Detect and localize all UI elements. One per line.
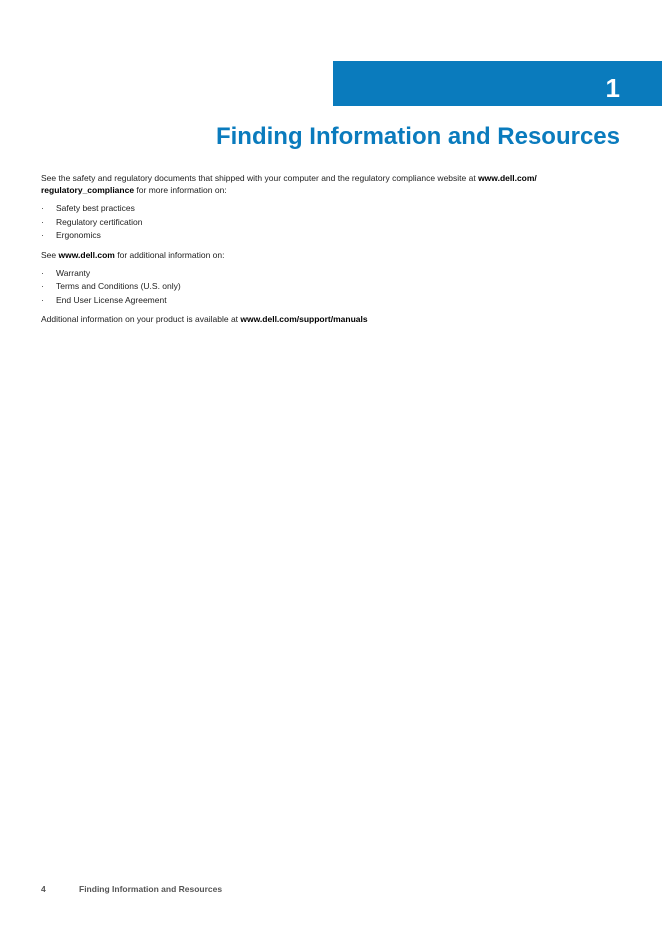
regulatory-topics-list <box>41 202 616 243</box>
dell-website-link[interactable]: www.dell.com <box>58 249 115 260</box>
bullet-icon: · <box>41 281 44 291</box>
page-content <box>41 172 616 331</box>
additional-info-paragraph <box>41 313 616 325</box>
list-item <box>41 216 616 230</box>
chapter-number-band <box>333 61 662 106</box>
support-manuals-link[interactable]: www.dell.com/support/manuals <box>240 314 368 324</box>
see-dell-paragraph <box>41 249 616 261</box>
chapter-number: 1 <box>605 73 620 103</box>
list-item-label: Safety best practices <box>56 203 135 213</box>
additional-topics-list <box>41 267 616 308</box>
list-item-label: Terms and Conditions (U.S. only) <box>56 281 181 291</box>
bullet-icon: · <box>41 216 44 227</box>
bullet-icon: · <box>41 230 44 240</box>
footer-section-title: Finding Information and Resources <box>79 884 223 894</box>
list-item-label: End User License Agreement <box>56 294 167 305</box>
list-item <box>41 294 616 308</box>
list-item-label: Ergonomics <box>56 230 101 240</box>
intro-text: See the safety and regulatory documents that shipped with your computer and the regulatory compliance website at <box>41 173 479 183</box>
see-text: See <box>41 249 59 260</box>
bullet-icon: · <box>41 267 44 278</box>
page-footer <box>41 883 222 895</box>
bullet-icon: · <box>41 294 44 305</box>
bullet-icon: · <box>41 203 44 213</box>
list-item-label: Regulatory certification <box>56 216 143 227</box>
additional-text: Additional information on your product is available at <box>41 314 241 324</box>
list-item <box>41 202 616 216</box>
intro-text-end: for more information on: <box>134 185 227 195</box>
see-text-end: for additional information on: <box>114 249 225 260</box>
regulatory-compliance-link[interactable]: www.dell.com/ regulatory_compliance <box>41 173 537 195</box>
list-item-label: Warranty <box>56 267 91 278</box>
list-item <box>41 267 616 281</box>
intro-paragraph <box>41 172 616 196</box>
list-item <box>41 229 616 243</box>
list-item <box>41 280 616 294</box>
page-number: 4 <box>41 884 46 894</box>
chapter-title: Finding Information and Resources <box>215 123 620 150</box>
